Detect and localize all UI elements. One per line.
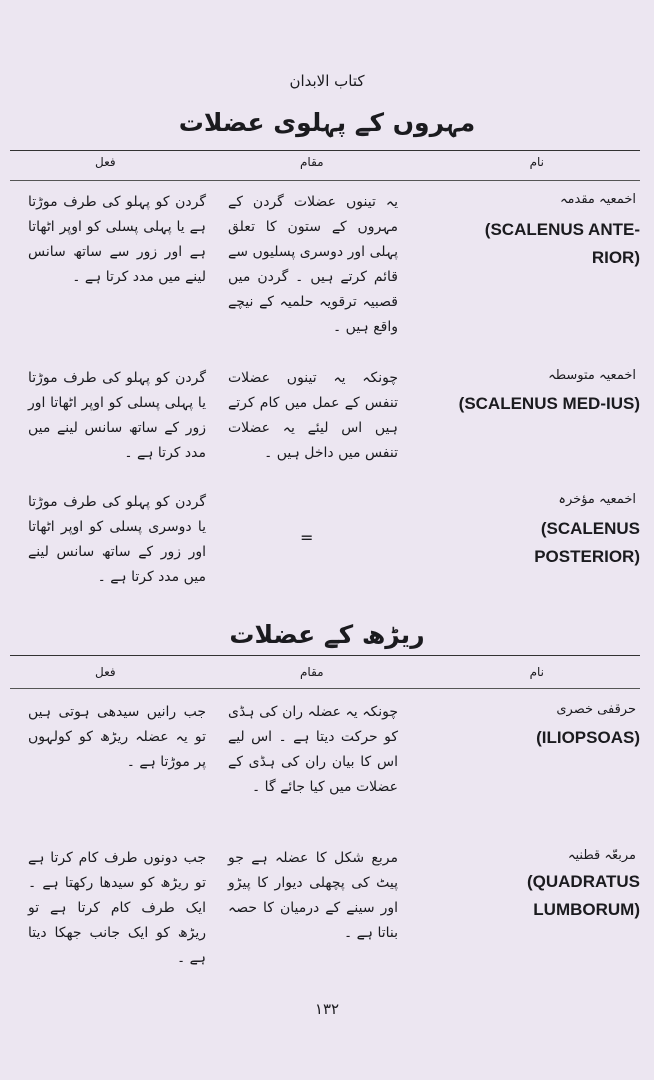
column-header-name: نام <box>529 155 544 169</box>
muscle-urdu-name: حرقفی خصری <box>556 702 636 717</box>
ditto-mark: = <box>300 528 314 547</box>
muscle-action: جب رانیں سیدھی ہوتی ہیں تو یہ عضلہ ریڑھ کو کولہوں پر موڑتا ہے ۔ <box>28 704 206 770</box>
section-heading-spine-muscles: ریڑھ کے عضلات <box>229 620 425 649</box>
column-header-name: نام <box>529 665 544 679</box>
muscle-urdu-name: اخمعیہ مقدمہ <box>559 192 636 207</box>
muscle-location: چونکہ یہ عضلہ ران کی ہڈی کو حرکت دیتا ہے ۔ اس لیے اس کا بیان ران کی ہڈی کے عضلات میں کیا جائے گا ۔ <box>228 704 398 795</box>
muscle-action: گردن کو پہلو کی طرف موڑتا یا پہلی پسلی کو اوپر اٹھاتا اور زور کے ساتھ سانس لینے میں مدد کرتا ہے ۔ <box>28 370 206 461</box>
muscle-urdu-name: مربعّہ قطنیہ <box>567 848 636 863</box>
muscle-latin-name: (SCALENUS POSTERIOR) <box>534 519 640 566</box>
table-header-rule <box>10 688 640 689</box>
table-top-rule <box>10 150 640 151</box>
muscle-location: یہ تینوں عضلات گردن کے مہروں کے ستون کا تعلق پہلی اور دوسری پسلیوں سے قائم کرتے ہیں ۔ گردن میں قصبیہ ترقویہ حلمیہ کے نیچے واقع ہیں ۔ <box>228 194 398 335</box>
muscle-latin-name: (ILIOPSOAS) <box>536 728 640 747</box>
muscle-action: گردن کو پہلو کی طرف موڑتا یا دوسری پسلی کو اوپر اٹھاتا اور زور کے ساتھ سانس لینے میں مدد کرتا ہے ۔ <box>28 494 206 585</box>
table-header-rule <box>10 180 640 181</box>
muscle-action: گردن کو پہلو کی طرف موڑتا ہے یا پہلی پسلی کو اوپر اٹھاتا ہے اور زور سے ساتھ سانس لینے میں مدد کرتا ہے ۔ <box>28 194 206 285</box>
section-heading-vertebral-lateral-muscles: مہروں کے پہلوی عضلات <box>178 108 476 137</box>
column-header-location: مقام <box>300 665 324 679</box>
muscle-latin-name: (SCALENUS MED-IUS) <box>458 394 640 413</box>
muscle-urdu-name: اخمعیہ متوسطہ <box>548 368 636 383</box>
muscle-urdu-name: اخمعیہ مؤخرہ <box>558 492 636 507</box>
muscle-latin-name: (SCALENUS ANTE-RIOR) <box>484 220 640 267</box>
column-header-action: فعل <box>95 665 116 679</box>
column-header-location: مقام <box>300 155 324 169</box>
muscle-location: مربع شکل کا عضلہ ہے جو پیٹ کی پچھلی دیوار کا پیڑو اور سینے کے درمیان کا حصہ بناتا ہے ۔ <box>228 850 398 941</box>
muscle-action: جب دونوں طرف کام کرتا ہے تو ریڑھ کو سیدھا رکھتا ہے ۔ ایک طرف کام کرتا ہے تو ریڑھ کو ایک جانب جھکا دیتا ہے ۔ <box>28 850 206 966</box>
book-title: کتاب الابدان <box>289 72 365 90</box>
muscle-location: چونکہ یہ تینوں عضلات تنفس کے عمل میں کام کرتے ہیں اس لیئے یہ عضلات تنفس میں داخل ہیں ۔ <box>228 370 398 461</box>
table-top-rule <box>10 655 640 656</box>
page-number: ۱۳۲ <box>314 1000 340 1018</box>
muscle-latin-name: (QUADRATUS LUMBORUM) <box>526 872 640 919</box>
column-header-action: فعل <box>95 155 116 169</box>
